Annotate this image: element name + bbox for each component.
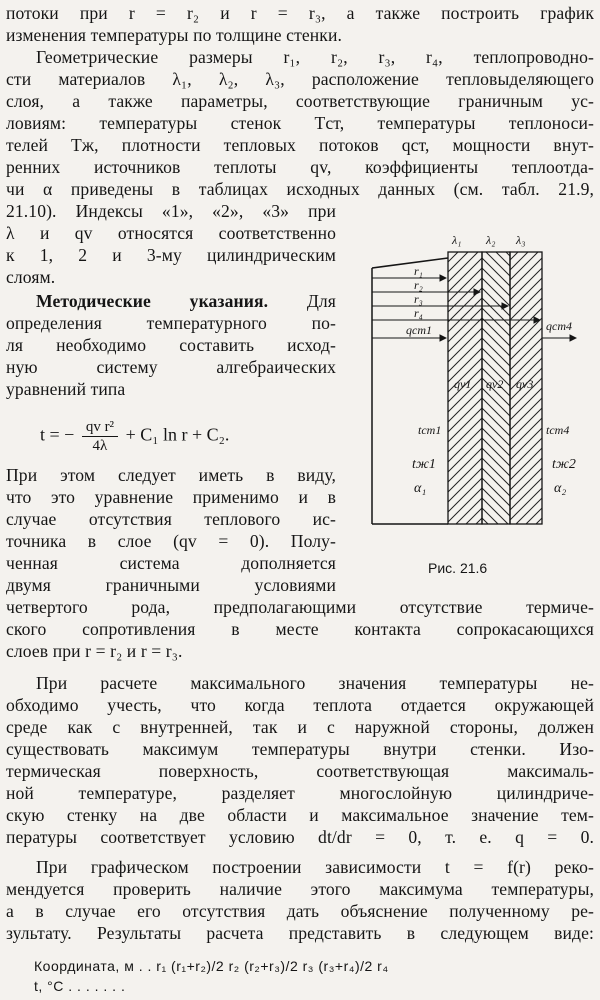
text-line: уравнений типа [6, 379, 126, 399]
wall-diagram [366, 228, 586, 558]
t-fluid-in-label: tж1 [412, 457, 436, 472]
text-line: пературы соответствует условию dt/dr = 0, т. е. q = 0. [6, 827, 594, 847]
text-line: ную систему алгебраических [6, 357, 336, 377]
text-line: изменения температуры по толщине стенки. [6, 25, 342, 45]
text-line: среде как с внутренней, так и с наружной стороны, должен [6, 717, 594, 737]
text-line: ловиям: температуры стенок Tст, температуры теплоноси- [6, 113, 594, 133]
q-source-2-label: qv2 [486, 377, 504, 391]
text-fragment: Для [306, 291, 336, 311]
alpha-in-label: α₁ [414, 481, 427, 496]
equation-rhs: + C₁ ln r + C₂. [125, 424, 230, 445]
text-line: точника в слое (qv = 0). Полу- [6, 531, 336, 551]
lambda-3-label: λ₃ [516, 233, 526, 247]
q-source-3-label: qv3 [516, 377, 534, 391]
text-line: скую стенку на две области и максимальное значение тем- [6, 805, 594, 825]
text-line: При этом следует иметь в виду, [6, 465, 336, 485]
text-line: Геометрические размеры r₁, r₂, r₃, r₄, теплопроводно- [36, 47, 594, 67]
text-line: к 1, 2 и 3-му цилиндрическим [6, 245, 336, 265]
text-line: а в случае его отсутствия дать объяснение полученному ре- [6, 901, 594, 921]
diagram-frame [372, 258, 448, 524]
text-line: существовать максимум температуры внутри стенки. Изо- [6, 739, 594, 759]
text-line: При графическом построении зависимости t = f(r) реко- [36, 857, 594, 877]
text-line: обходимо учесть, что когда теплота отдается окружающей [6, 695, 594, 715]
equation-fraction [82, 418, 118, 455]
figure-caption: Рис. 21.6 [428, 560, 488, 576]
text-line: слоя, а также параметры, соответствующие граничным ус- [6, 91, 594, 111]
text-line: двумя граничными условиями [6, 575, 336, 595]
radius-label-r4: r₄ [414, 306, 423, 320]
equation-lhs: t = − [40, 424, 75, 445]
t-fluid-out-label: tж2 [552, 457, 576, 472]
text-line: четвертого рода, предполагающими отсутствие термиче- [6, 597, 594, 617]
text-line: термическая поверхность, соответствующая максималь- [6, 761, 594, 781]
text-line: ля необходимо составить исход- [6, 335, 336, 355]
text-line: телей Tж, плотности тепловых потоков qст, мощности внут- [6, 135, 594, 155]
radius-label-r2: r₂ [414, 278, 423, 292]
section-heading: Методические указания. [36, 291, 269, 311]
alpha-out-label: α₂ [554, 481, 567, 496]
text-line: 21.10). Индексы «1», «2», «3» при [6, 201, 336, 221]
equation-numerator: qv r² [82, 418, 118, 437]
lambda-2-label: λ₂ [486, 233, 496, 247]
t-wall-out-label: tст4 [546, 423, 570, 437]
text-line: ченная система дополняется [6, 553, 336, 573]
results-table-row-temperature: t, °C . . . . . . . [34, 978, 126, 994]
text-line: слоев при r = r₂ и r = r₃. [6, 641, 183, 661]
text-line: сти материалов λ₁, λ₂, λ₃, расположение тепловыделяющего [6, 69, 594, 89]
text-line: ренних источников теплоты qv, коэффициенты теплоотда- [6, 157, 594, 177]
text-line: При расчете максимального значения температуры не- [36, 673, 594, 693]
text-line: мендуется проверить наличие этого максимума температуры, [6, 879, 594, 899]
equation [40, 418, 229, 458]
text-line: λ и qv относятся соответственно [6, 223, 336, 243]
results-table-row-coordinate: Координата, м . . r₁ (r₁+r₂)/2 r₂ (r₂+r₃)/2 r₃ (r₃+r₄)/2 r₄ [34, 958, 389, 974]
text-line: определения температурного по- [6, 313, 336, 333]
text-line: что это уравнение применимо и в [6, 487, 336, 507]
q-source-1-label: qv1 [454, 377, 472, 391]
text-line: чи α приведены в таблицах исходных данных (см. табл. 21.9, [6, 179, 594, 199]
text-line: ского сопротивления в месте контакта сопрокасающихся [6, 619, 594, 639]
radius-label-r1: r₁ [414, 264, 423, 278]
t-wall-in-label: tст1 [418, 423, 442, 437]
text-line: случае отсутствия теплового ис- [6, 509, 336, 529]
text-line: потоки при r = r₂ и r = r₃, а также построить график [6, 3, 594, 23]
radius-label-r3: r₃ [414, 292, 423, 306]
equation-denominator: 4λ [92, 438, 108, 454]
q-out-label: qст4 [546, 319, 572, 333]
text-line: зультату. Результаты расчета представить в следующем виде: [6, 923, 594, 943]
section-heading-line [6, 290, 336, 312]
text-line: слоям. [6, 267, 56, 287]
q-in-label: qст1 [406, 323, 432, 337]
lambda-1-label: λ₁ [452, 233, 462, 247]
text-line: ной температуре, разделяет многослойную цилиндриче- [6, 783, 594, 803]
